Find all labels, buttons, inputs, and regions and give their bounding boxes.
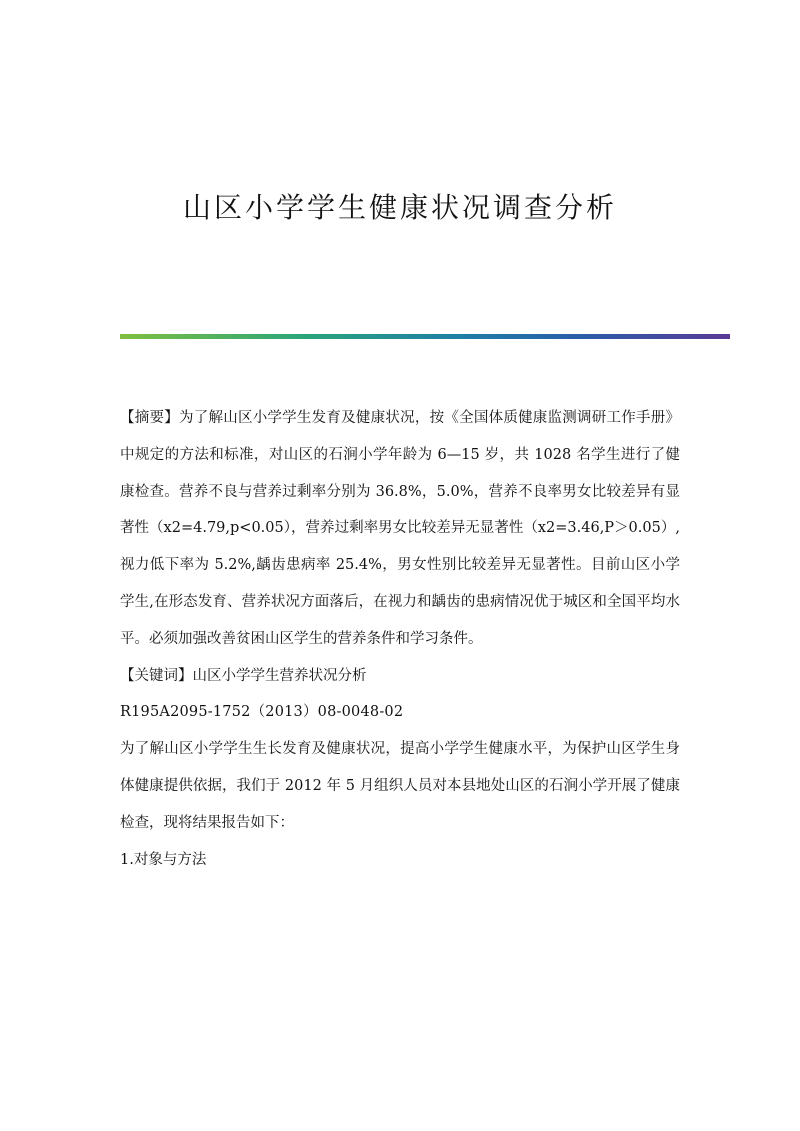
document-title: 山区小学学生健康状况调查分析 [182,191,617,224]
title-divider [120,334,730,339]
abstract-paragraph: 【摘要】为了解山区小学学生发育及健康状况，按《全国体质健康监测调研工作手册》中规定的方法和标准，对山区的石涧小学年龄为 6—15 岁，共 1028 名学生进行了健康检查。营养不良与营养过剩率分别为 36.8%，5.0%，营养不良率男女比较差异有显著性（x2=4.79,p<0.05），营养过剩率男女比较差异无显著性（x2=3.46,P＞0.05）,视力低下率为 5.2%,龋齿患病率 25.4%，男女性别比较差异无显著性。目前山区小学学生,在形态发育、营养状况方面落后，在视力和龋齿的患病情况优于城区和全国平均水平。必须加强改善贫困山区学生的营养条件和学习条件。 [120,410,680,647]
keywords-line: 【关键词】山区小学学生营养状况分析 [120,667,367,684]
document-body [120,400,680,878]
intro-paragraph: 为了解山区小学学生生长发育及健康状况，提高小学学生健康水平，为保护山区学生身体健康提供依据，我们于 2012 年 5 月组织人员对本县地处山区的石涧小学开展了健康检查，现将结果报告如下： [120,741,680,831]
section-heading-1: 1.对象与方法 [120,851,207,868]
classification-code: R195A2095-1752（2013）08-0048-02 [120,704,404,721]
